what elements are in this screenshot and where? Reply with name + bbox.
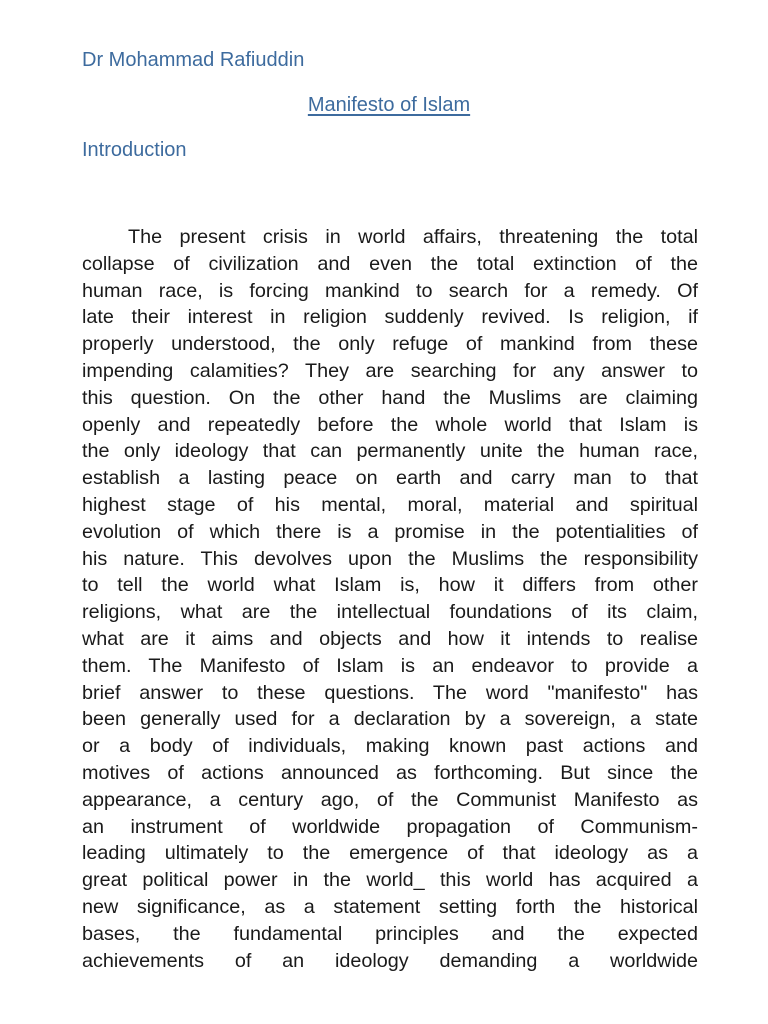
- text-line: great political power in the world_ this world has acquired a: [82, 869, 698, 892]
- text-line: The present crisis in world affairs, threatening the total: [128, 226, 698, 248]
- section-heading: Introduction: [82, 139, 187, 161]
- text-line: motives of actions announced as forthcoming. But since the: [82, 761, 698, 784]
- text-line: human race, is forcing mankind to search for a remedy. Of: [82, 279, 698, 302]
- text-line: appearance, a century ago, of the Communist Manifesto as: [82, 788, 698, 811]
- text-line: achievements of an ideology demanding a worldwide: [82, 949, 698, 972]
- text-line: been generally used for a declaration by a sovereign, a state: [82, 708, 698, 731]
- body-paragraph: [82, 224, 698, 974]
- text-line: new significance, as a statement setting forth the historical: [82, 895, 698, 918]
- text-line: an instrument of worldwide propagation of Communism-: [82, 815, 698, 838]
- text-line: what are it aims and objects and how it intends to realise: [82, 627, 698, 650]
- text-line: highest stage of his mental, moral, material and spiritual: [82, 493, 698, 516]
- text-line: brief answer to these questions. The word "manifesto" has: [82, 681, 698, 704]
- text-line: bases, the fundamental principles and the expected: [82, 922, 698, 945]
- text-line: this question. On the other hand the Muslims are claiming: [82, 386, 698, 409]
- document-title: Manifesto of Islam: [307, 94, 471, 116]
- text-line: properly understood, the only refuge of mankind from these: [82, 333, 698, 356]
- text-line: establish a lasting peace on earth and carry man to that: [82, 467, 698, 490]
- text-line: leading ultimately to the emergence of that ideology as a: [82, 842, 698, 865]
- text-line: religions, what are the intellectual foundations of its claim,: [82, 601, 698, 624]
- text-line: to tell the world what Islam is, how it differs from other: [82, 574, 698, 597]
- text-line: collapse of civilization and even the total extinction of the: [82, 252, 698, 275]
- text-line: them. The Manifesto of Islam is an endeavor to provide a: [82, 654, 698, 677]
- text-line: the only ideology that can permanently unite the human race,: [82, 440, 698, 463]
- text-line: late their interest in religion suddenly revived. Is religion, if: [82, 306, 698, 329]
- author-name: Dr Mohammad Rafiuddin: [82, 49, 305, 71]
- text-line: evolution of which there is a promise in the potentialities of: [82, 520, 698, 543]
- text-line: his nature. This devolves upon the Muslims the responsibility: [82, 547, 698, 570]
- text-line: openly and repeatedly before the whole world that Islam is: [82, 413, 698, 436]
- text-line: impending calamities? They are searching for any answer to: [82, 359, 698, 382]
- text-line: or a body of individuals, making known past actions and: [82, 735, 698, 758]
